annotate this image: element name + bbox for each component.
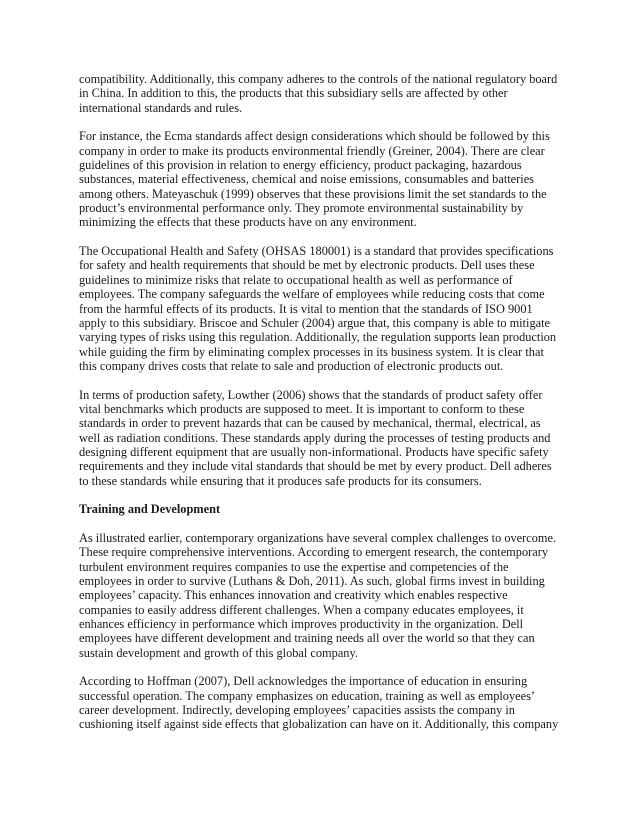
text-line: employees’ capacity. This enhances innovation and creativity which enables respective (79, 588, 508, 603)
text-line: minimizing the effects that these products have on any environment. (79, 215, 417, 230)
text-line: varying types of risks using this regulation. Additionally, the regulation supports lean production (79, 330, 557, 345)
text-line: designing different equipment that are usually non-informational. Products have specific safety (79, 444, 549, 459)
text-line: career development. Indirectly, developing employees’ capacities assists the company in (79, 703, 515, 718)
text-line: In terms of production safety, Lowther (2006) shows that the standards of product safety offer (79, 387, 543, 402)
text-line: compatibility. Additionally, this company adheres to the controls of the national regulatory board (79, 72, 558, 86)
text-line: to these standards while ensuring that it produces safe products for its consumers. (79, 473, 482, 488)
text-line: enhances efficiency in performance which improves productivity in the organization. Dell (79, 617, 524, 632)
section-heading-training-development: Training and Development (79, 502, 221, 517)
text-line: standards in order to prevent hazards that can be caused by mechanical, thermal, electrical, as (79, 416, 541, 431)
text-line: from the harmful effects of its products. It is vital to mention that the standards of ISO 9001 (79, 301, 533, 316)
text-line: companies to easily address different challenges. When a company educates employees, it (79, 602, 524, 617)
text-line: well as radiation conditions. These standards apply during the processes of testing products and (79, 430, 551, 445)
text-line: for safety and health requirements that should be met by electronic products. Dell uses these (79, 258, 535, 273)
text-line: These require comprehensive interventions. According to emergent research, the contemporary (79, 545, 548, 560)
paragraph-regulatory-compatibility (79, 72, 564, 115)
text-line: while guiding the firm by eliminating complex processes in its business system. It is clear that (79, 344, 544, 359)
text-line: this company drives costs that relate to sale and production of electronic products out. (79, 358, 504, 373)
text-line: turbulent environment requires companies to use the expertise and competencies of the (79, 559, 509, 574)
text-line: guidelines to minimize risks that relate to occupational health as well as performance of (79, 272, 513, 287)
paragraph-hoffman-education (79, 674, 564, 731)
text-line: For instance, the Ecma standards affect design considerations which should be followed by this (79, 129, 550, 144)
document-body (79, 72, 564, 746)
paragraph-production-safety (79, 388, 564, 488)
text-line: The Occupational Health and Safety (OHSAS 180001) is a standard that provides specifications (79, 244, 554, 259)
text-line: cushioning itself against side effects that globalization can have on it. Additionally, this company (79, 717, 559, 732)
paragraph-contemporary-organizations (79, 531, 564, 660)
text-line: product’s environmental performance only. They promote environmental sustainability by (79, 201, 524, 216)
paragraph-ecma-standards (79, 129, 564, 229)
text-line: in China. In addition to this, the products that this subsidiary sells are affected by other (79, 86, 508, 101)
text-line: company in order to make its products environmental friendly (Greiner, 2004). There are clear (79, 143, 545, 158)
text-line: sustain development and growth of this global company. (79, 645, 358, 660)
text-line: substances, material effectiveness, chemical and noise emissions, consumables and batteries (79, 172, 534, 187)
text-line: apply to this subsidiary. Briscoe and Schuler (2004) argue that, this company is able to mitigate (79, 315, 551, 330)
text-line: As illustrated earlier, contemporary organizations have several complex challenges to overcome. (79, 531, 557, 545)
text-line: successful operation. The company emphasizes on education, training as well as employees’ (79, 688, 536, 703)
text-line: vital benchmarks which products are supposed to meet. It is important to conform to these (79, 401, 525, 416)
text-line: According to Hoffman (2007), Dell acknowledges the importance of education in ensuring (79, 674, 528, 689)
text-line: guidelines of this provision in relation to energy efficiency, product packaging, hazardous (79, 158, 522, 173)
text-line: international standards and rules. (79, 100, 243, 115)
text-line: among others. Mateyaschuk (1999) observes that these provisions limit the set standards to the (79, 186, 547, 201)
text-line: employees. The company safeguards the welfare of employees while reducing costs that come (79, 287, 545, 302)
paragraph-ohsas-standard (79, 244, 564, 373)
text-line: requirements and they include vital standards that should be met by every product. Dell adheres (79, 459, 552, 474)
text-line: employees in order to survive (Luthans & Doh, 2011). As such, global firms invest in building (79, 574, 545, 589)
text-line: employees have different development and training needs all over the world so that they can (79, 631, 535, 646)
